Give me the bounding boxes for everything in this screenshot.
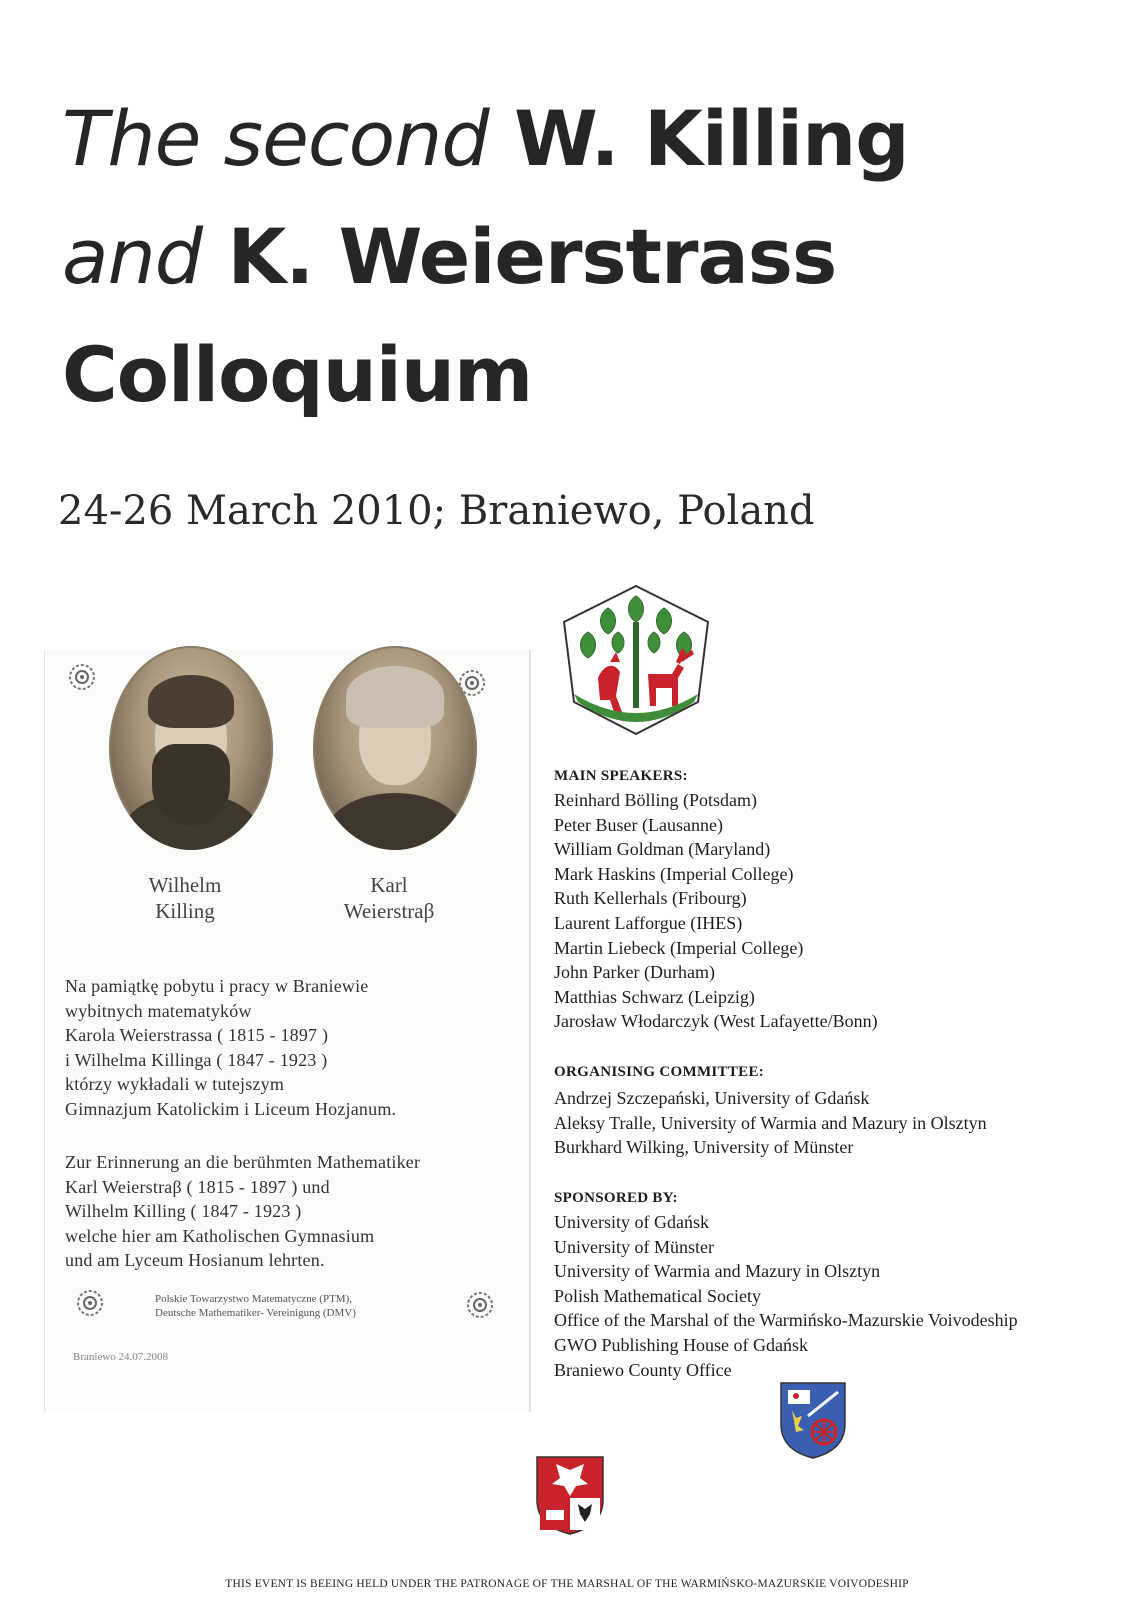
list-item: Laurent Lafforgue (IHES) (554, 912, 743, 933)
society-ptm: Polskie Towarzystwo Matematyczne (PTM), (155, 1293, 352, 1305)
caption-last-name: Weierstraβ (343, 899, 435, 923)
page-title (62, 80, 1062, 434)
plaque-line: Zur Erinnerung an die berühmten Mathematiker (65, 1152, 421, 1172)
plaque-line: und am Lyceum Hosianum lehrten. (65, 1250, 325, 1270)
list-item: Braniewo County Office (554, 1359, 732, 1380)
list-item: University of Münster (554, 1236, 714, 1257)
title-italic-and: and (62, 212, 202, 301)
warmia-mazury-coat-of-arms-icon (534, 1454, 606, 1536)
plaque-line: wybitnych matematyków (65, 1000, 252, 1021)
plaque-line: którzy wykładali w tutejszym (65, 1074, 285, 1094)
list-item: Jarosław Włodarczyk (West Lafayette/Bonn) (554, 1011, 878, 1032)
list-item: GWO Publishing House of Gdańsk (554, 1334, 808, 1355)
date-location: 24-26 March 2010; Braniewo, Poland (58, 488, 815, 534)
plaque-line: Na pamiątkę pobytu i pracy w Braniewie (65, 976, 369, 996)
organising-committee-list (554, 1086, 987, 1160)
list-item: Mark Haskins (Imperial College) (554, 863, 794, 884)
sponsored-by-list (554, 1210, 1018, 1382)
main-speakers-list (554, 788, 878, 1034)
plaque-place-date: Braniewo 24.07.2008 (73, 1351, 169, 1363)
portrait-caption-weierstrass (319, 872, 459, 924)
caption-first-name: Karl (370, 873, 408, 897)
main-speakers-heading: MAIN SPEAKERS: (554, 768, 688, 784)
caption-last-name: Killing (155, 899, 215, 923)
list-item: Polish Mathematical Society (554, 1285, 761, 1306)
plaque-line: Karl Weierstraβ ( 1815 - 1897 ) und (65, 1176, 330, 1197)
plaque-societies (155, 1292, 356, 1320)
list-item: William Goldman (Maryland) (554, 839, 771, 860)
plaque-german-text (65, 1150, 420, 1273)
list-item: Matthias Schwarz (Leipzig) (554, 986, 755, 1007)
plaque-line: i Wilhelma Killinga ( 1847 - 1923 ) (65, 1049, 328, 1070)
title-killing: W. Killing (514, 94, 909, 183)
title-line-1 (62, 80, 1062, 198)
title-line-3: Colloquium (62, 330, 533, 419)
portrait-caption-killing (115, 872, 255, 924)
caption-first-name: Wilhelm (148, 873, 222, 897)
list-item: Peter Buser (Lausanne) (554, 814, 723, 835)
list-item: Aleksy Tralle, University of Warmia and Mazury in Olsztyn (554, 1112, 987, 1133)
list-item: Ruth Kellerhals (Fribourg) (554, 888, 747, 909)
portrait-wilhelm-killing (109, 646, 273, 850)
list-item: Burkhard Wilking, University of Münster (554, 1137, 854, 1158)
list-item: John Parker (Durham) (554, 962, 715, 983)
rosette-icon (465, 1290, 495, 1320)
organising-committee-heading: ORGANISING COMMITTEE: (554, 1064, 765, 1080)
rosette-icon (75, 1288, 105, 1318)
patronage-footer: THIS EVENT IS BEEING HELD UNDER THE PATRONAGE OF THE MARSHAL OF THE WARMIŃSKO-MAZURSKIE VOIVODESHIP (225, 1578, 909, 1590)
plaque-line: welche hier am Katholischen Gymnasium (65, 1225, 375, 1246)
braniewo-county-coat-of-arms-icon (778, 1380, 848, 1460)
braniewo-coat-of-arms-icon (558, 582, 714, 738)
society-dmv: Deutsche Mathematiker- Vereinigung (DMV) (155, 1307, 356, 1319)
plaque-line: Gimnazjum Katolickim i Liceum Hozjanum. (65, 1098, 397, 1119)
plaque-polish-text (65, 974, 396, 1121)
portrait-karl-weierstrass (313, 646, 477, 850)
list-item: University of Gdańsk (554, 1212, 709, 1232)
list-item: Andrzej Szczepański, University of Gdańsk (554, 1088, 870, 1108)
list-item: Office of the Marshal of the Warmińsko-Mazurskie Voivodeship (554, 1310, 1018, 1331)
rosette-icon (67, 662, 97, 692)
plaque-line: Wilhelm Killing ( 1847 - 1923 ) (65, 1201, 302, 1221)
list-item: Martin Liebeck (Imperial College) (554, 937, 804, 958)
title-italic-second: The second (62, 94, 489, 183)
title-line-2 (62, 198, 1062, 316)
sponsored-by-heading: SPONSORED BY: (554, 1190, 678, 1206)
memorial-plaque (44, 650, 531, 1412)
title-weierstrass: K. Weierstrass (227, 212, 837, 301)
plaque-line: Karola Weierstrassa ( 1815 - 1897 ) (65, 1025, 329, 1045)
list-item: Reinhard Bölling (Potsdam) (554, 790, 757, 810)
list-item: University of Warmia and Mazury in Olsztyn (554, 1261, 881, 1282)
